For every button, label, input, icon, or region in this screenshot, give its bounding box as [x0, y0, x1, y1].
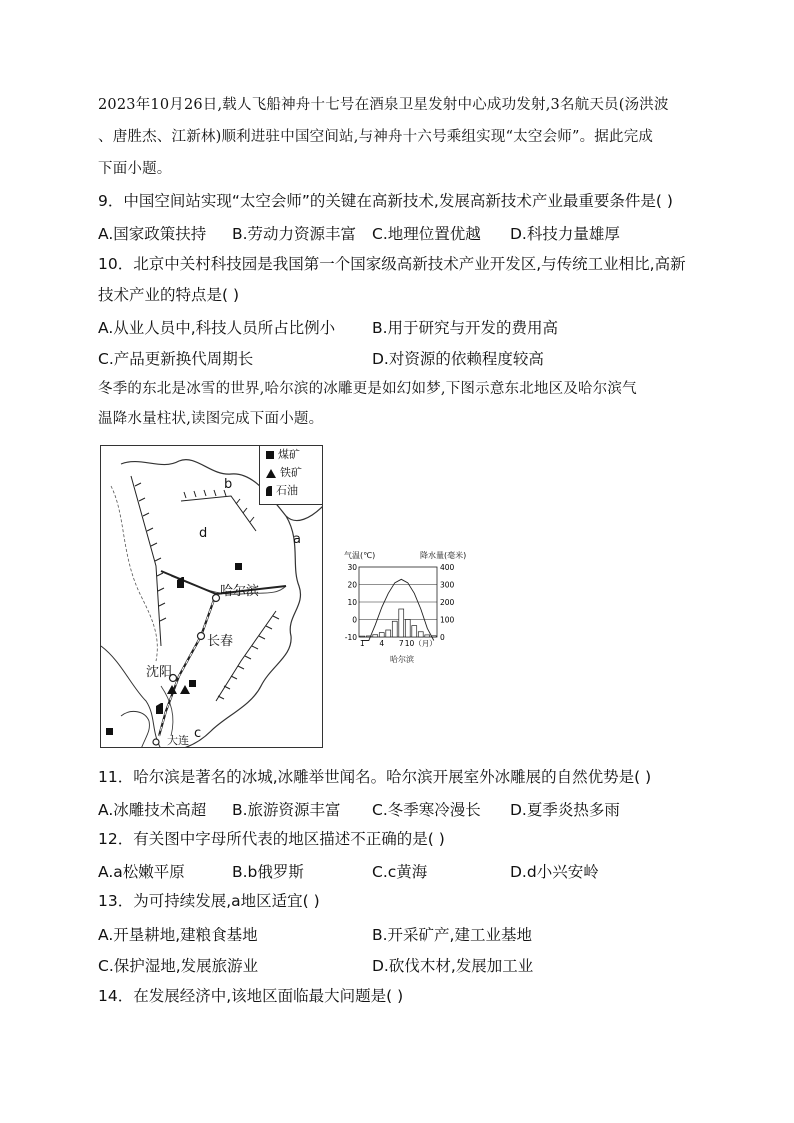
oil-icon	[266, 486, 272, 496]
harbin-marker	[213, 595, 220, 602]
ridge-hatching-1	[135, 483, 166, 621]
precip-tick-label: 400	[440, 563, 455, 572]
q12-option-a: A.a松嫩平原	[98, 863, 185, 881]
month-tick-label: 7	[398, 639, 404, 648]
question-11-stem: 11．哈尔滨是著名的冰城,冰雕举世闻名。哈尔滨开展室外冰雕展的自然优势是( )	[98, 768, 652, 786]
eastern-border	[181, 516, 301, 748]
intro-line-2: 、唐胜杰、江新林)顺利进驻中国空间站,与神舟十六号乘组实现“太空会师”。据此完成	[98, 129, 654, 145]
precip-bar	[418, 632, 423, 637]
q9-option-c: C.地理位置优越	[372, 225, 481, 243]
city-label-changchun: 长春	[207, 634, 234, 649]
ridge-hatching-2	[184, 490, 254, 522]
da-xinganling-ridge	[131, 476, 161, 646]
railway-west	[161, 571, 216, 594]
q9-option-d: D.科技力量雄厚	[510, 225, 620, 243]
coal-icon	[266, 451, 274, 459]
northeast-map	[100, 445, 323, 748]
q10-option-c: C.产品更新换代周期长	[98, 350, 254, 368]
precip-bar	[405, 620, 410, 638]
precip-tick-label: 0	[440, 633, 445, 642]
question-9-stem: 9．中国空间站实现“太空会师”的关键在高新技术,发展高新技术产业最重要条件是( )	[98, 192, 673, 210]
intro2-line-2: 温降水量柱状,读图完成下面小题。	[98, 411, 324, 427]
map-letter-b: b	[224, 477, 233, 492]
temp-tick-label: 0	[352, 615, 357, 625]
coastline	[121, 711, 149, 748]
precip-bar	[360, 636, 365, 637]
precip-bar	[392, 621, 397, 637]
intro-line-1: 2023年10月26日,载人飞船神舟十七号在酒泉卫星发射中心成功发射,3名航天员(汤洪波	[98, 97, 669, 113]
q9-option-a: A.国家政策扶持	[98, 225, 207, 243]
precip-bar	[386, 630, 391, 637]
coal-symbol	[235, 563, 242, 570]
q10-option-b: B.用于研究与开发的费用高	[372, 319, 559, 337]
temp-tick-label: -10	[344, 633, 357, 642]
question-12-stem: 12．有关图中字母所代表的地区描述不正确的是( )	[98, 830, 445, 848]
legend-coal-label: 煤矿	[278, 448, 300, 461]
xiao-xinganling-ridge	[181, 496, 256, 531]
city-label-dalian: 大连	[167, 734, 189, 747]
map-letter-d: d	[199, 526, 208, 541]
q12-option-d: D.d小兴安岭	[510, 863, 599, 881]
month-tick-label: 10（月）	[404, 639, 437, 648]
city-label-shenyang: 沈阳	[146, 665, 173, 680]
legend-iron	[260, 464, 322, 482]
precip-bar	[412, 626, 417, 637]
precip-bar	[399, 609, 404, 637]
precip-bar	[373, 635, 378, 637]
q12-option-b: B.b俄罗斯	[232, 863, 304, 881]
q11-option-c: C.冬季寒冷漫长	[372, 801, 481, 819]
precip-bar	[425, 635, 430, 637]
q10-option-d: D.对资源的依赖程度较高	[372, 350, 544, 368]
temp-tick-label: 20	[347, 580, 357, 590]
ridge-hatching-3	[218, 616, 279, 699]
legend-oil-label: 石油	[276, 484, 298, 497]
intro2-line-1: 冬季的东北是冰雪的世界,哈尔滨的冰雕更是如幻如梦,下图示意东北地区及哈尔滨气	[98, 381, 637, 397]
harbin-climate-chart	[340, 550, 480, 665]
map-letter-c: c	[194, 726, 202, 741]
changchun-marker	[198, 633, 205, 640]
precip-tick-label: 300	[440, 580, 455, 590]
precip-axis-label: 降水量(毫米)	[420, 551, 467, 560]
q13-option-d: D.砍伐木材,发展加工业	[372, 957, 534, 975]
question-13-stem: 13．为可持续发展,a地区适宜( )	[98, 892, 320, 910]
legend-iron-label: 铁矿	[280, 466, 302, 479]
q11-option-b: B.旅游资源丰富	[232, 801, 341, 819]
legend-oil	[260, 482, 322, 500]
question-10-stem-line-1: 10．北京中关村科技园是我国第一个国家级高新技术产业开发区,与传统工业相比,高新	[98, 255, 686, 273]
map-legend	[259, 446, 322, 505]
temp-tick-label: 10	[347, 598, 357, 607]
q13-option-a: A.开垦耕地,建粮食基地	[98, 926, 258, 944]
climate-chart-svg	[340, 550, 480, 665]
q12-option-c: C.c黄海	[372, 863, 428, 881]
iron-symbol	[180, 685, 190, 694]
q11-option-a: A.冰雕技术高超	[98, 801, 207, 819]
province-border	[111, 486, 157, 661]
iron-icon	[266, 469, 276, 478]
precip-tick-label: 100	[440, 615, 455, 625]
coal-symbol	[106, 728, 113, 735]
map-letter-a: a	[293, 532, 301, 547]
temp-tick-label: 30	[347, 563, 357, 572]
coal-symbol	[189, 680, 196, 687]
month-tick-label: 4	[379, 639, 385, 648]
temperature-curve	[362, 579, 434, 640]
oil-symbol	[156, 703, 163, 714]
precip-bar	[379, 633, 384, 637]
intro-line-3: 下面小题。	[98, 161, 172, 177]
q10-option-a: A.从业人员中,科技人员所占比例小	[98, 319, 336, 337]
dalian-marker	[153, 739, 159, 745]
q13-option-c: C.保护湿地,发展旅游业	[98, 957, 259, 975]
q9-option-b: B.劳动力资源丰富	[232, 225, 357, 243]
chart-caption: 哈尔滨	[390, 655, 414, 664]
q13-option-b: B.开采矿产,建工业基地	[372, 926, 532, 944]
month-tick-label: 1	[359, 639, 365, 648]
precip-tick-label: 200	[440, 598, 455, 607]
legend-coal	[260, 446, 322, 464]
question-10-stem-line-2: 技术产业的特点是( )	[98, 286, 240, 304]
question-14-stem: 14．在发展经济中,该地区面临最大问题是( )	[98, 987, 404, 1005]
temp-axis-label: 气温(℃)	[344, 551, 376, 560]
q11-option-d: D.夏季炎热多雨	[510, 801, 620, 819]
city-label-harbin: 哈尔滨	[220, 584, 260, 599]
